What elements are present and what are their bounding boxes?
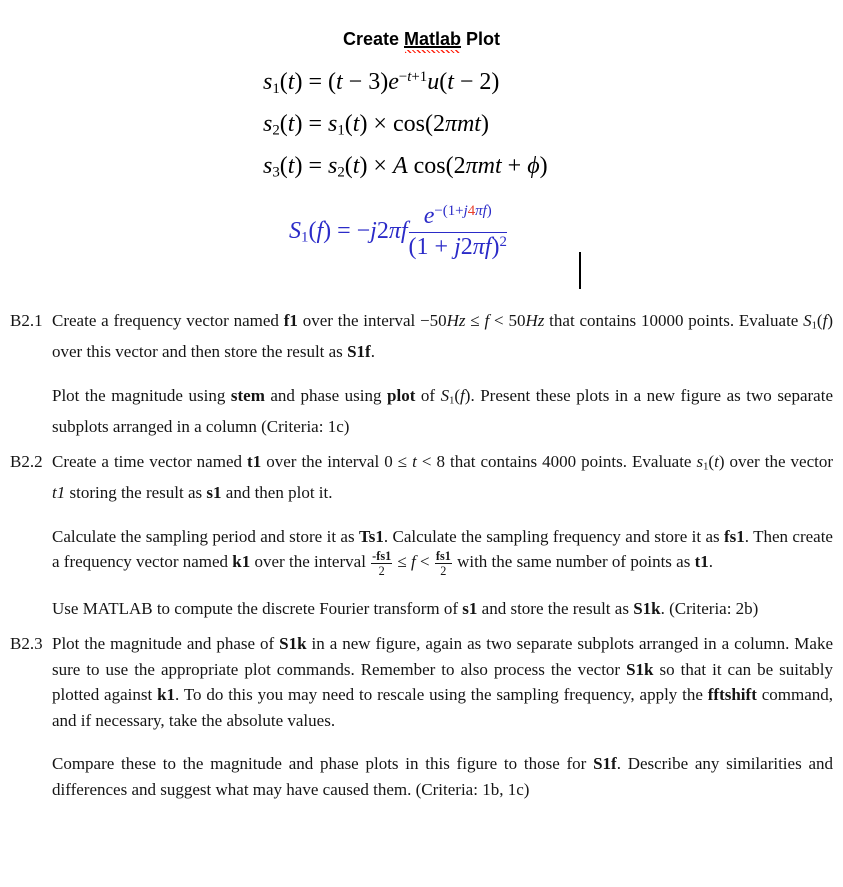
problem-b2-1: [10, 308, 833, 439]
problem-paragraph: Create a frequency vector named f1 over the interval −50Hz ≤ f < 50Hz that contains 10000 points. Evaluate $S_1(f)$ over this vector and then store the result as S1f.: [52, 311, 833, 362]
problem-label: B2.1: [10, 311, 43, 330]
problem-b2-2: [10, 449, 833, 621]
misspelled-word-text: Matlab: [404, 29, 462, 50]
equation-s3: $s_3(t) = s_2(t) \times A$ cos(2πmt + ϕ): [263, 152, 548, 181]
problem-text: [52, 308, 833, 439]
spellcheck-underline: [405, 50, 460, 53]
fourier-transform-equation: $S_1(f) = -j2\pi f$ $\frac{e^{-(1+j4\pi f)}}{(1 + j2\pi f)^2}$: [289, 203, 507, 260]
problem-text: [52, 449, 833, 621]
problem-text: [52, 631, 833, 802]
problem-paragraph: Calculate the sampling period and store it as Ts1. Calculate the sampling frequency and store it as fs1. Then create a frequency vector named k1 over the interval $\frac{-fs1}{2}$ ≤ f < $\frac{fs1}{2}$ with the same number of points as t1.: [52, 526, 833, 578]
problem-paragraph: Use MATLAB to compute the discrete Fourier transform of s1 and store the result as S1k. (Criteria: 2b): [52, 598, 759, 618]
title-prefix: Create: [342, 29, 404, 50]
title-suffix: Plot: [461, 29, 501, 50]
text-cursor: [579, 252, 581, 289]
time-domain-equations: [263, 60, 548, 190]
misspelled-word: [404, 29, 461, 49]
document-title: [0, 28, 843, 51]
problem-label: B2.3: [10, 634, 43, 654]
problem-b2-3: [10, 631, 833, 802]
problem-paragraph: Plot the magnitude using stem and phase using plot of $S_1(f)$. Present these plots in a new figure as two separate subplots arranged in a column (Criteria: 1c): [52, 385, 833, 436]
problem-list: [10, 308, 833, 812]
problem-paragraph: Compare these to the magnitude and phase plots in this figure to those for S1f. Describe any similarities and differences and suggest what may have caused them. (Criteria: 1b, 1c): [52, 754, 833, 799]
problem-paragraph: Plot the magnitude and phase of S1k in a new figure, again as two separate subplots arranged in a column. Make sure to use the appropriate plot commands. Remember to also process the vector S1k so that it can be suitably plotted against k1. To do this you may need to rescale using the sampling frequency, apply the fftshift command, and if necessary, take the absolute values.: [52, 634, 834, 730]
problem-label: B2.2: [10, 452, 43, 472]
equation-s1: $s_1(t) = (t - 3)e^{-t+1}u(t - 2)$: [263, 69, 500, 97]
problem-paragraph: Create a time vector named t1 over the interval 0 ≤ t < 8 that contains 4000 points. Evaluate $s_1(t)$ over the vector t1 storing the result as s1 and then plot it.: [52, 452, 834, 503]
equation-s2: $s_2(t) = s_1(t) \times \cos(2\pi mt)$: [263, 110, 489, 139]
